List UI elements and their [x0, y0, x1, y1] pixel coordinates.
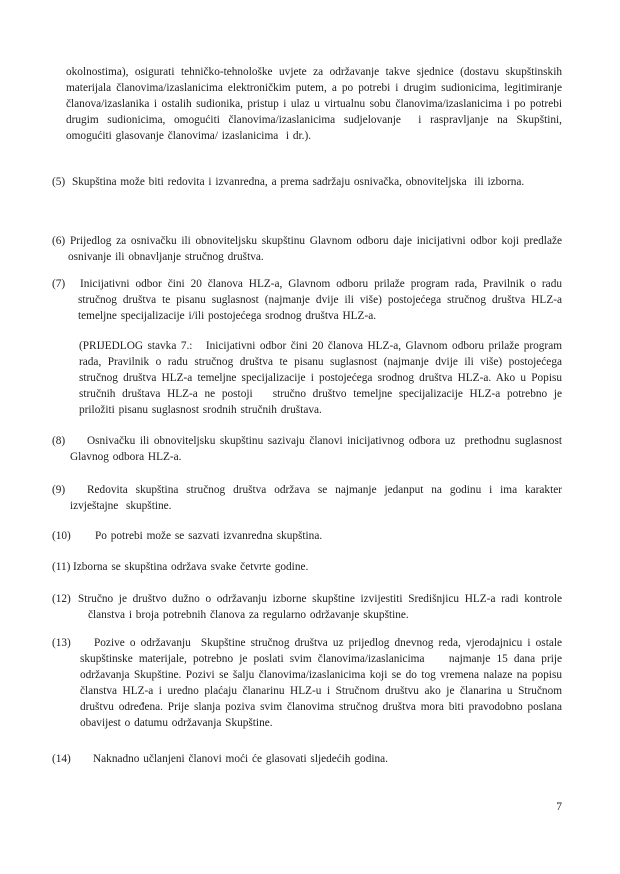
page-number: 7 [556, 801, 562, 813]
item-number: (14) [52, 753, 71, 765]
list-item-14 [52, 751, 562, 767]
list-item-9 [52, 482, 562, 514]
item-number: (9) [52, 484, 66, 496]
item-number: (6) [52, 235, 66, 247]
item-text: Naknadno učlanjeni članovi moći će glasovati sljedećih godina. [93, 753, 388, 765]
list-item-11 [52, 559, 562, 575]
item-number: (10) [52, 530, 71, 542]
list-item-5 [52, 174, 562, 190]
body-text-paragraph-continuation: okolnostima), osigurati tehničko-tehnološke uvjete za održavanje takve sjednice (dostavu skupštinskih materijala članovima/izaslanicima elektroničkim putem, a po potrebi i drugim sudionicima, legitimiranje članova/izaslanika i ostalih sudionika, pristup i ulaz u virtualnu sobu članovima/izaslanicima i po potrebi drugim sudionicima, omogućiti članovima/izaslanicima sudjelovanje i raspravljanje na Skupštini, omogućiti glasovanje članovima/ izaslanicima i dr.). [66, 66, 562, 142]
item-text: Osnivačku ili obnoviteljsku skupštinu sazivaju članovi inicijativnog odbora uz prethodnu suglasnost Glavnog odbora HLZ-a. [70, 435, 562, 463]
item-text: Pozive o održavanju Skupštine stručnog društva uz prijedlog dnevnog reda, vjerodajnicu i ostale skupštinske materijale, potrebno je poslati svim članovima/izaslanicima najmanje 15 dana prije održavanja Skupštine. Pozivi se šalju članovima/izaslanicima koji se do tog vremena nalaze na popisu članstva HLZ-a i uredno plaćaju članarinu HLZ-u i Stručnom društvu ako je članarina u Stručnom društvu određena. Prije slanja poziva svim članovima stručnog društva mora biti pravodobno poslana obavijest o datumu održavanja Skupštine. [80, 637, 562, 729]
list-item-12 [52, 591, 562, 623]
item-number: (13) [52, 637, 71, 649]
item-text: Skupština može biti redovita i izvanredna, a prema sadržaju osnivačka, obnoviteljska ili izborna. [72, 176, 525, 188]
item-number: (8) [52, 435, 66, 447]
item-text: Prijedlog za osnivačku ili obnoviteljsku skupštinu Glavnom odboru daje inicijativni odbor koji predlaže osnivanje ili obnavljanje stručnog društva. [68, 235, 562, 263]
item-text: Izborna se skupština održava svake četvrte godine. [73, 561, 309, 573]
list-item-10 [52, 528, 562, 544]
list-item-8 [52, 433, 562, 465]
item-text: Po potrebi može se sazvati izvanredna skupština. [95, 530, 323, 542]
proposal-note-paragraph: (PRIJEDLOG stavka 7.: Inicijativni odbor čini 20 članova HLZ-a, Glavnom odboru prilaže program rada, Pravilnik o radu stručnog društva te pisanu suglasnost (najmanje dvije ili više) postojećega stručnog društva HLZ-a temeljne specijalizacije i postojećega srodnog društva HLZ-a. Ako u Popisu stručnih društava HLZ-a ne postoji stručno društvo temeljne specijalizacije HLZ-a potrebno je priložiti pisanu suglasnost srodnih stručnih društava. [79, 340, 562, 416]
item-number: (7) [52, 278, 66, 290]
list-item-13 [52, 635, 562, 731]
item-text: Redovita skupština stručnog društva održava se najmanje jedanput na godinu i ima karakter izvještajne skupštine. [70, 484, 562, 512]
item-text: Stručno je društvo dužno o održavanju izborne skupštine izvijestiti Središnjicu HLZ-a radi kontrole članstva i broja potrebnih članova za regularno održavanje skupštine. [78, 593, 562, 621]
list-item-6 [52, 233, 562, 265]
item-number: (11) [52, 561, 71, 573]
item-number: (5) [52, 176, 66, 188]
item-text: Inicijativni odbor čini 20 članova HLZ-a, Glavnom odboru prilaže program rada, Pravilnik o radu stručnog društva te pisanu suglasnost (najmanje dvije ili više) postojećega stručnog društva HLZ-a temeljne specijalizacije i/ili postojećega srodnog društva HLZ-a. [78, 278, 562, 322]
list-item-7 [52, 276, 562, 324]
item-number: (12) [52, 593, 71, 605]
